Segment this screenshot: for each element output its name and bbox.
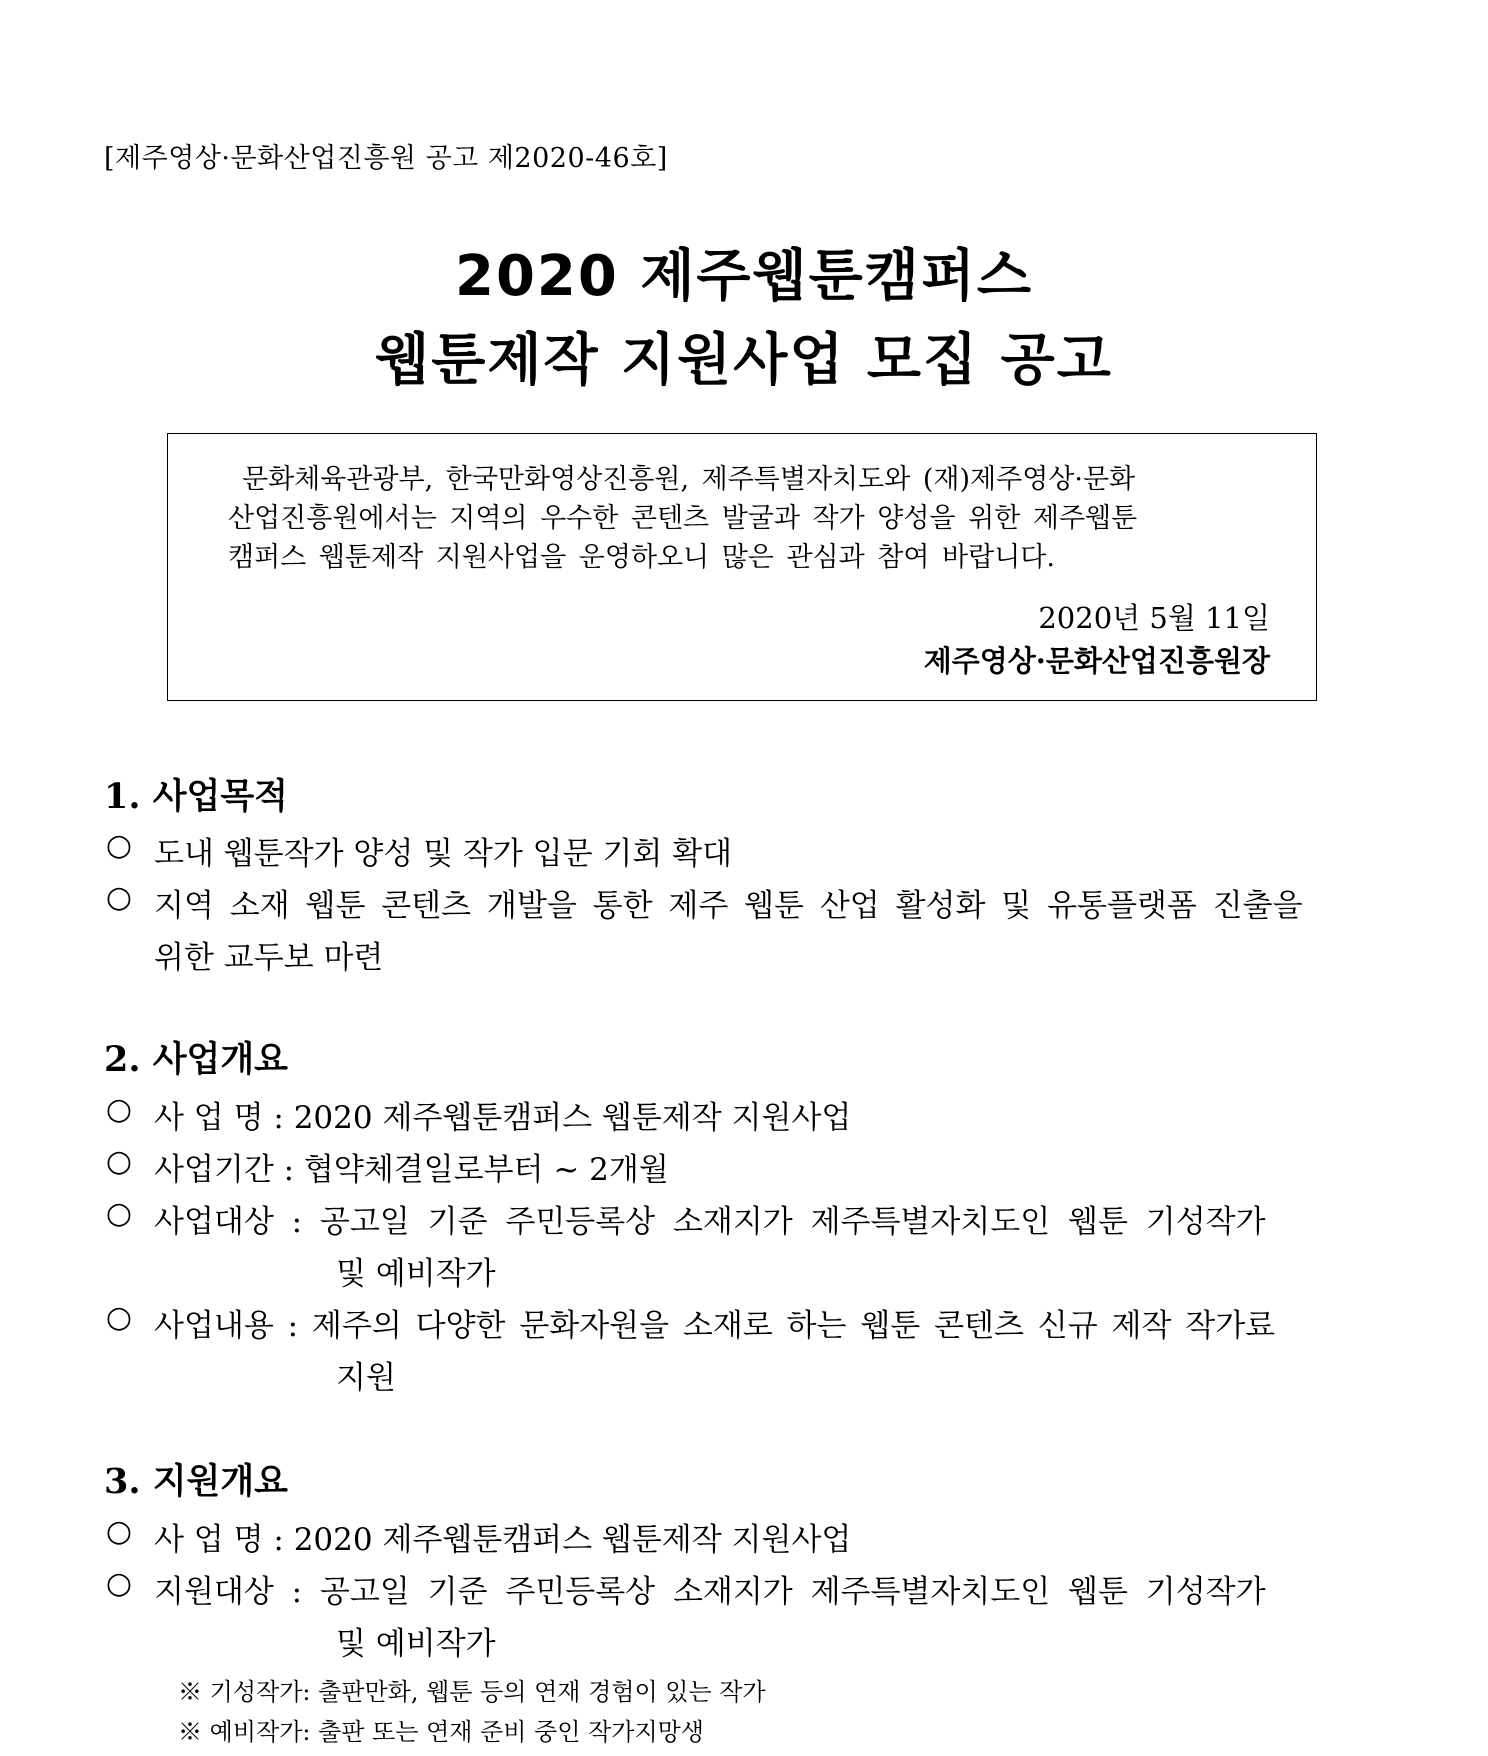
list-item-text: 사업기간 : 협약체결일로부터 ~ 2개월 [154,1152,669,1188]
notice-reference-number: [제주영상·문화산업진흥원 공고 제2020-46호] [104,143,668,174]
section-heading: 1. 사업목적 [104,776,288,817]
section-heading: 2. 사업개요 [104,1039,288,1080]
list-item-text: 및 예비작가 [336,1626,496,1662]
intro-line: 캠퍼스 웹툰제작 지원사업을 운영하오니 많은 관심과 참여 바랍니다. [228,542,1055,573]
list-item-text: 및 예비작가 [336,1256,496,1292]
bullet-circle-icon: ○ [105,880,133,915]
list-item-text: 도내 웹툰작가 양성 및 작가 입문 기회 확대 [154,836,733,872]
list-item-text: 사 업 명 : 2020 제주웹툰캠퍼스 웹툰제작 지원사업 [154,1522,852,1558]
notice-date: 2020년 5월 11일 [1038,601,1270,635]
intro-text [228,460,1244,577]
list-item-text: 위한 교두보 마련 [154,940,384,976]
intro-box [167,433,1317,701]
list-item-text: 지원대상 : 공고일 기준 주민등록상 소재지가 제주특별자치도인 웹툰 기성작가 [154,1574,1266,1610]
footnote [178,1712,704,1747]
intro-line: 문화체육관광부, 한국만화영상진흥원, 제주특별자치도와 (재)제주영상·문화 [242,464,1136,495]
bullet-circle-icon: ○ [105,828,133,863]
page-title-line2: 웹툰제작 지원사업 모집 공고 [375,328,1113,393]
list-item-text: 지역 소재 웹툰 콘텐츠 개발을 통한 제주 웹툰 산업 활성화 및 유통플랫폼 진출을 [154,888,1303,924]
issuer-name: 제주영상·문화산업진흥원장 [923,644,1270,678]
bullet-circle-icon: ○ [105,1196,133,1231]
bullet-circle-icon: ○ [105,1514,133,1549]
list-item-text: 사업대상 : 공고일 기준 주민등록상 소재지가 제주특별자치도인 웹툰 기성작가 [154,1204,1266,1240]
list-item-text: 사업내용 : 제주의 다양한 문화자원을 소재로 하는 웹툰 콘텐츠 신규 제작 작가료 [154,1308,1276,1344]
intro-line: 산업진흥원에서는 지역의 우수한 콘텐츠 발굴과 작가 양성을 위한 제주웹툰 [228,503,1138,534]
footnote-text: 기성작가: 출판만화, 웹툰 등의 연재 경험이 있는 작가 [209,1678,766,1706]
bullet-circle-icon: ○ [105,1300,133,1335]
footnote [178,1672,766,1707]
bullet-circle-icon: ○ [105,1092,133,1127]
footnote-text: 예비작가: 출판 또는 연재 준비 중인 작가지망생 [209,1718,704,1746]
list-item-text: 사 업 명 : 2020 제주웹툰캠퍼스 웹툰제작 지원사업 [154,1100,852,1136]
note-mark-icon: ※ [178,1718,202,1746]
bullet-circle-icon: ○ [105,1144,133,1179]
page-title-line1: 2020 제주웹툰캠퍼스 [454,244,1034,309]
list-item-text: 지원 [336,1360,396,1396]
note-mark-icon: ※ [178,1678,202,1706]
section-heading: 3. 지원개요 [104,1461,288,1502]
bullet-circle-icon: ○ [105,1566,133,1601]
